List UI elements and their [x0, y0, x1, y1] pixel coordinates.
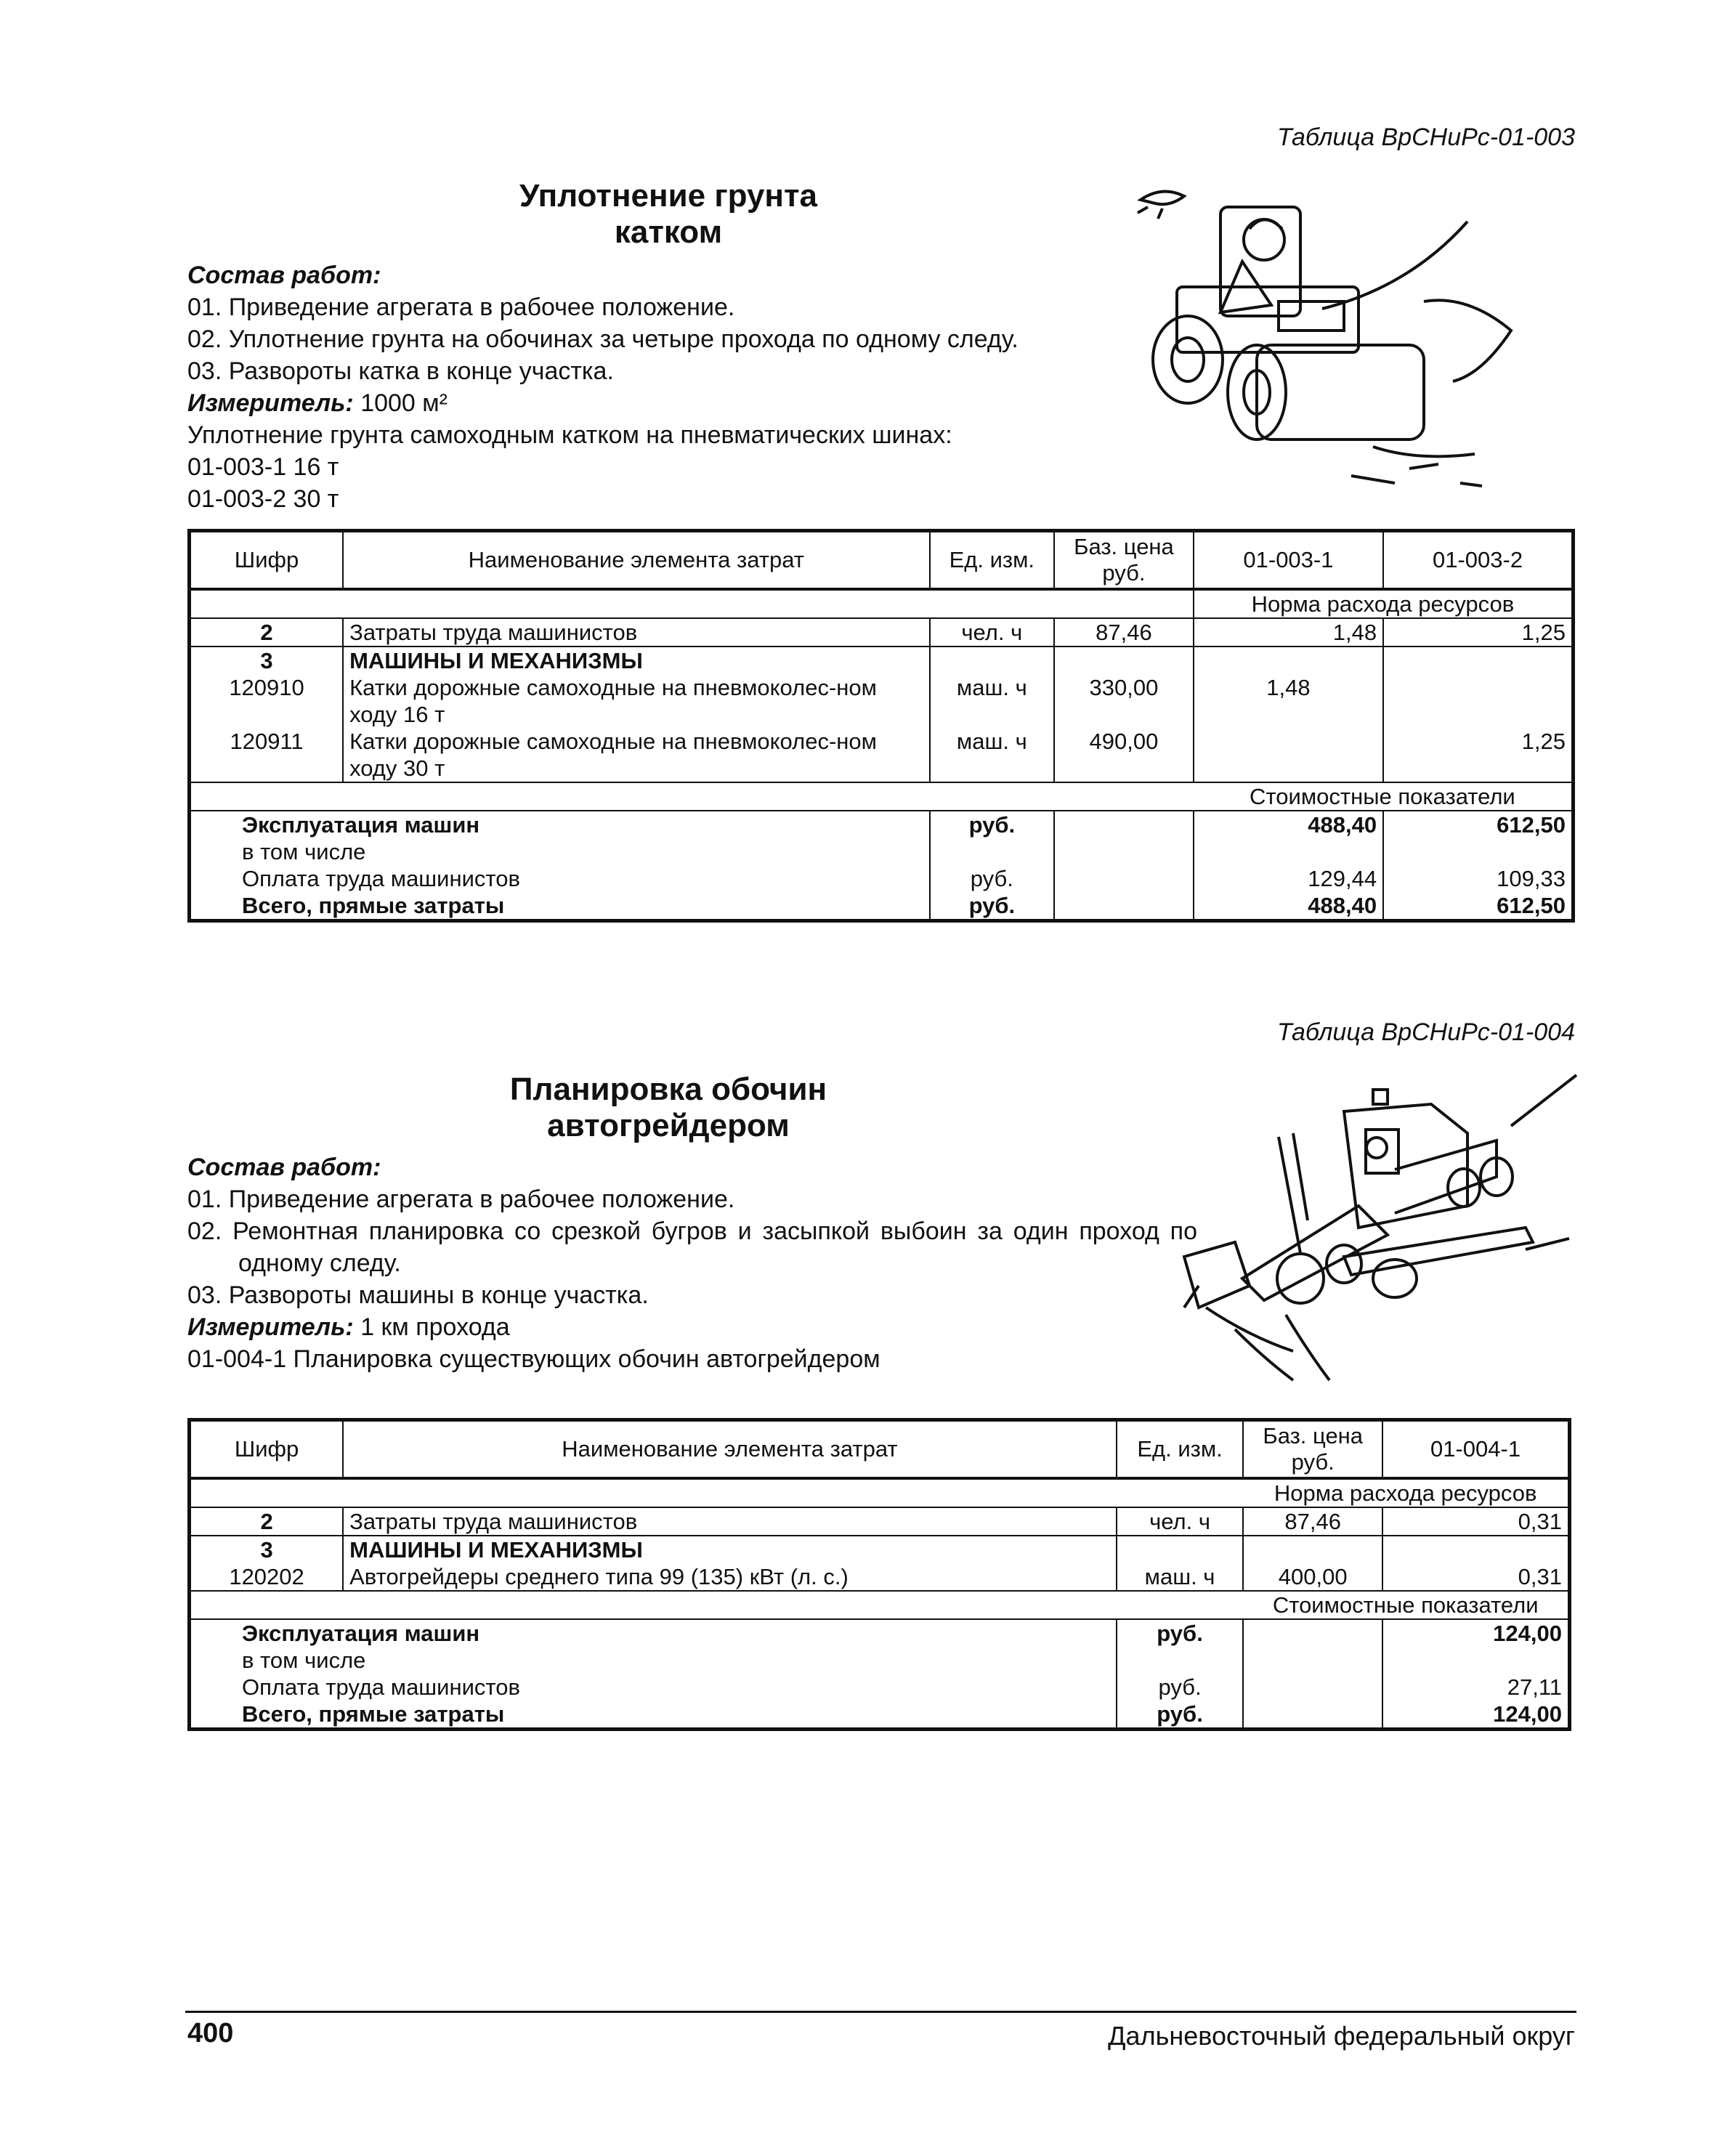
- table1-code-2: 01-003-2 30 т: [187, 485, 339, 513]
- table1-row4-unit: маш. ч: [930, 728, 1055, 782]
- table2-row2-cipher: 3: [260, 1536, 273, 1563]
- table2-cost4-val1: 124,00: [1382, 1701, 1569, 1730]
- table1-cost4-val1: 488,40: [1194, 892, 1383, 921]
- table1-code-1: 01-003-1 16 т: [187, 453, 339, 481]
- table2-composition-label: Состав работ:: [187, 1154, 381, 1181]
- table2-step-2: 02. Ремонтная планировка со срезкой бугров и засыпкой выбоин за один проход по одному следу.: [187, 1217, 1197, 1277]
- table-row: [190, 1647, 1570, 1674]
- table1-row1-name: Затраты труда машинистов: [343, 618, 929, 647]
- table1-cost1-val1: 488,40: [1194, 811, 1383, 838]
- table-row: [190, 865, 1574, 892]
- road-roller-illustration: [1133, 178, 1526, 505]
- table2-cost3-val1: 27,11: [1382, 1674, 1569, 1701]
- table1-row4-cipher: 120911: [190, 728, 344, 782]
- table2-cost1-price: [1243, 1619, 1382, 1647]
- table2-header-price: Баз. цена руб.: [1243, 1420, 1382, 1478]
- table1-measure-value: 1000 м²: [360, 389, 448, 417]
- table1-row3-price: 330,00: [1054, 674, 1194, 728]
- table2-measure-label: Измеритель:: [187, 1313, 354, 1341]
- table2-row3-cipher: 120202: [190, 1563, 344, 1591]
- table1-cost4-unit: руб.: [930, 892, 1055, 921]
- table2-title: [465, 1071, 872, 1144]
- table1-title-line1: Уплотнение грунта: [519, 178, 818, 214]
- table1-cost1-val2: 612,50: [1383, 811, 1573, 838]
- table-row: [190, 1563, 1570, 1591]
- table1-norm-band: [190, 589, 1574, 618]
- table2-row3-price: 400,00: [1243, 1563, 1382, 1591]
- table2-step-1: 01. Приведение агрегата в рабочее положение.: [187, 1186, 735, 1213]
- table1-row1-val2: 1,25: [1383, 618, 1573, 647]
- table2-title-line2: автогрейдером: [547, 1108, 790, 1143]
- table-row: [190, 1507, 1570, 1536]
- table2-cost3-price: [1243, 1674, 1382, 1701]
- table1-row4-price: 490,00: [1054, 728, 1194, 782]
- table2-row3-name: Автогрейдеры среднего типа 99 (135) кВт (л. с.): [343, 1563, 1117, 1591]
- table1-row2-name: МАШИНЫ И МЕХАНИЗМЫ: [343, 647, 929, 674]
- table2-cost1-unit: руб.: [1117, 1619, 1244, 1647]
- table2-cost3-unit: руб.: [1117, 1674, 1244, 1701]
- table2-header-cipher: Шифр: [190, 1420, 344, 1478]
- table-row: [190, 1619, 1570, 1647]
- table-row: [190, 892, 1574, 921]
- table1-cost4-name: Всего, прямые затраты: [242, 892, 505, 918]
- table2-measure-value: 1 км прохода: [360, 1313, 510, 1341]
- table2-cost2-name: в том числе: [242, 1647, 366, 1673]
- table2-header-name: Наименование элемента затрат: [343, 1420, 1117, 1478]
- table1-cost-band-label: Стоимостные показатели: [1194, 782, 1574, 811]
- table1-header-col1: 01-003-1: [1194, 531, 1383, 589]
- table1-row1-unit: чел. ч: [930, 618, 1055, 647]
- table1-measure: [187, 387, 1132, 419]
- table1-step-1: 01. Приведение агрегата в рабочее положение.: [187, 293, 735, 321]
- table2-row1-name: Затраты труда машинистов: [343, 1507, 1117, 1536]
- table1-row3-unit: маш. ч: [930, 674, 1055, 728]
- table-row: [190, 811, 1574, 838]
- table1-header-col2: 01-003-2: [1383, 531, 1573, 589]
- table-row: [190, 1674, 1570, 1701]
- table1-cost-band: [190, 782, 1574, 811]
- table2-cost-table: [187, 1418, 1571, 1731]
- table2-step-3: 03. Развороты машины в конце участка.: [187, 1281, 649, 1309]
- table2-intro: [187, 1151, 1197, 1375]
- table1-cost1-name: Эксплуатация машин: [242, 811, 480, 838]
- table2-cost-band-label: Стоимостные показатели: [1243, 1591, 1569, 1619]
- table1-description: Уплотнение грунта самоходным катком на пневматических шинах:: [187, 421, 952, 449]
- table1-row1-val1: 1,48: [1194, 618, 1383, 647]
- table1-step-3: 03. Развороты катка в конце участка.: [187, 357, 614, 385]
- table1-cost3-unit: руб.: [930, 865, 1055, 892]
- table-row: [190, 838, 1574, 865]
- table1-cost1-price: [1054, 811, 1194, 838]
- table1-header-cipher: Шифр: [190, 531, 344, 589]
- page-number: 400: [187, 2018, 234, 2048]
- table-row: [190, 728, 1574, 782]
- table1-cost-table: [187, 529, 1575, 923]
- table2-row1-price: 87,46: [1243, 1507, 1382, 1536]
- table1-title-line2: катком: [614, 214, 723, 250]
- table-row: [190, 618, 1574, 647]
- table1-row3-cipher: 120910: [229, 674, 304, 700]
- table2-norm-band-label: Норма расхода ресурсов: [1243, 1478, 1569, 1507]
- table2-row1-cipher: 2: [190, 1507, 344, 1536]
- table2-cost4-unit: руб.: [1117, 1701, 1244, 1730]
- table2-norm-band: [190, 1478, 1570, 1507]
- table1-header-row: [190, 531, 1574, 589]
- table2-header-row: [190, 1420, 1570, 1478]
- table1-row3-val1: 1,48: [1194, 674, 1383, 728]
- table2-description: 01-004-1 Планировка существующих обочин автогрейдером: [187, 1345, 880, 1373]
- table2-reference: Таблица ВрСНиРс-01-004: [1276, 1018, 1575, 1046]
- table1-row1-cipher: 2: [190, 618, 344, 647]
- table1-norm-band-label: Норма расхода ресурсов: [1194, 589, 1574, 618]
- table-row: [190, 1701, 1570, 1730]
- table2-measure: [187, 1311, 1146, 1343]
- table1-cost4-price: [1054, 892, 1194, 921]
- table-row: [190, 1536, 1570, 1563]
- motor-grader-illustration: [1177, 1068, 1584, 1402]
- table1-header-name: Наименование элемента затрат: [343, 531, 929, 589]
- table1-row1-price: 87,46: [1054, 618, 1194, 647]
- table2-cost-band: [190, 1591, 1570, 1619]
- table2-row1-unit: чел. ч: [1117, 1507, 1244, 1536]
- table1-header-price: Баз. цена руб.: [1054, 531, 1194, 589]
- table2-row2-name: МАШИНЫ И МЕХАНИЗМЫ: [343, 1536, 1117, 1563]
- table1-cost4-val2: 612,50: [1383, 892, 1573, 921]
- table1-row3-val2: [1383, 674, 1573, 728]
- table2-header-col1: 01-004-1: [1382, 1420, 1569, 1478]
- table1-step-2: 02. Уплотнение грунта на обочинах за четыре прохода по одному следу.: [187, 325, 1019, 353]
- table1-row4-val2: 1,25: [1383, 728, 1573, 782]
- table1-cost1-unit: руб.: [930, 811, 1055, 838]
- table1-cost3-name: Оплата труда машинистов: [242, 865, 520, 891]
- table1-row4-val1: [1194, 728, 1383, 782]
- table2-row1-val1: 0,31: [1382, 1507, 1569, 1536]
- footer-rule: [185, 2011, 1576, 2013]
- table1-reference: Таблица ВрСНиРс-01-003: [1276, 123, 1575, 151]
- table2-cost4-name: Всего, прямые затраты: [242, 1701, 505, 1727]
- table2-row3-unit: маш. ч: [1117, 1563, 1244, 1591]
- table2-cost3-name: Оплата труда машинистов: [242, 1674, 520, 1700]
- table1-cost3-val2: 109,33: [1383, 865, 1573, 892]
- table1-cost3-price: [1054, 865, 1194, 892]
- table1-header-unit: Ед. изм.: [930, 531, 1055, 589]
- table2-cost4-price: [1243, 1701, 1382, 1730]
- table1-row3-name: Катки дорожные самоходные на пневмоколес-ном ходу 16 т: [343, 674, 929, 728]
- table-row: [190, 674, 1574, 728]
- table1-cost2-name: в том числе: [242, 838, 366, 864]
- table1-row4-name: Катки дорожные самоходные на пневмоколес-ном ходу 30 т: [343, 728, 929, 782]
- table1-measure-label: Измеритель:: [187, 389, 354, 417]
- table2-cost1-val1: 124,00: [1382, 1619, 1569, 1647]
- table2-row3-val1: 0,31: [1382, 1563, 1569, 1591]
- table1-row2-cipher: 3: [260, 647, 273, 673]
- table2-title-line1: Планировка обочин: [509, 1071, 827, 1107]
- table1-cost3-val1: 129,44: [1194, 865, 1383, 892]
- table1-composition-label: Состав работ:: [187, 262, 381, 289]
- table1-intro: [187, 259, 1132, 515]
- table-row: [190, 647, 1574, 674]
- table1-title: [465, 178, 872, 251]
- table2-header-unit: Ед. изм.: [1117, 1420, 1244, 1478]
- footer-region: Дальневосточный федеральный округ: [1108, 2021, 1575, 2051]
- table2-cost1-name: Эксплуатация машин: [242, 1620, 480, 1646]
